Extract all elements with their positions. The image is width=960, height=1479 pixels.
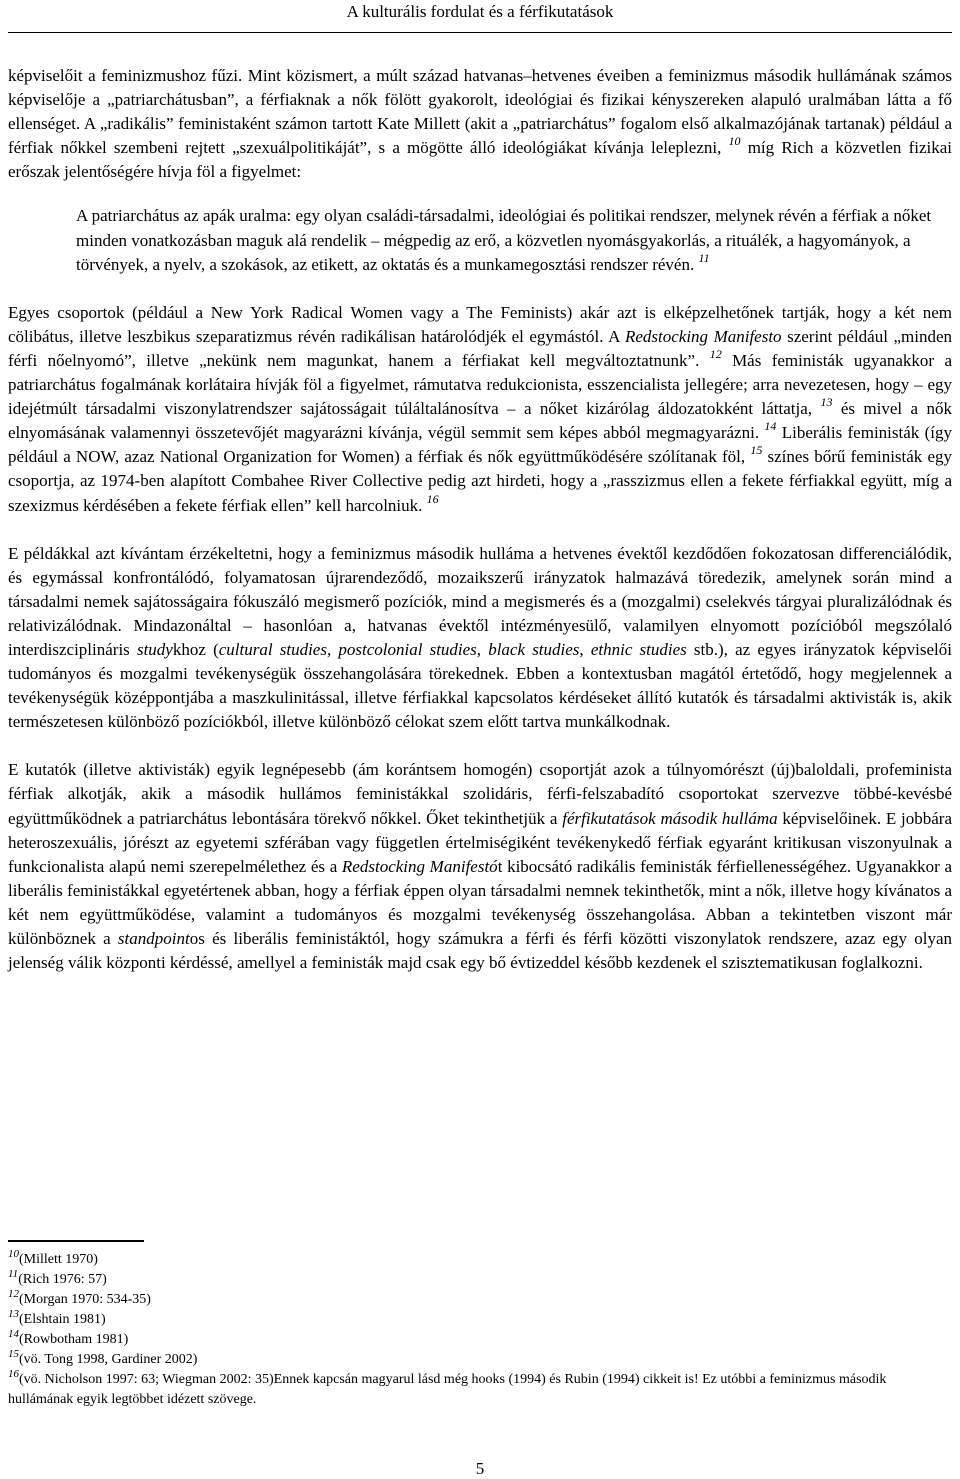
paragraph-4-italic-wave: férfikutatások második hulláma <box>562 808 778 828</box>
footnote-ref-16[interactable]: 16 <box>426 491 439 506</box>
footnote-ref-14[interactable]: 14 <box>764 419 777 434</box>
paragraph-4-text-c: t kibocsátó radikális feministák férfiellenességéhez. Ugyanakkor a liberális feministákkal egyetértenek abban, hogy a férfiak éppen olyan társadalmi nemnek tekinthetők, mint a nők, illetve hogy kívánatos a két nem együttműködése, valamint a tudományos és mozgalmi tevékenység összehangolása. Abban a tekintetben viszont már különböznek a <box>8 856 952 948</box>
paragraph-3-text-a: E példákkal azt kívántam érzékeltetni, hogy a feminizmus második hulláma a hetvenes évektől kezdődően fokozatosan differenciálódik, és egymással konfrontálódó, folyamatosan újrarendeződő, mozaikszerű irányzatok halmazává töredezik, amelynek során mind a társadalmi nemek sajátosságaira fókuszáló megismerő pozíciók, mind a megismerés és a (mozgalmi) cselekvés tárgyai pluralizálódnak és relativizálódnak. Mindazonáltal – hasonlóan a, hatvanas évektől intézményesülő, valamilyen elnyomott pozícióból megszólaló interdiszciplináris <box>8 543 952 659</box>
footnote-text: (vö. Tong 1998, Gardiner 2002) <box>19 1352 198 1367</box>
footnote-ref-15[interactable]: 15 <box>750 443 763 458</box>
paragraph-2-text-f: színes bőrű feministák egy csoportja, az 1974-ben alapított Combahee River Collective pedig azt hirdeti, hogy a „rasszizmus ellen a fekete férfiakkal együtt, míg a szexizmus kérdésében a fekete férfiak ellen” kell harcolniuk. <box>8 447 953 515</box>
paragraph-3-italic-studies: cultural studies, postcolonial studies, black studies, ethnic studies <box>218 639 687 659</box>
page-number: 5 <box>475 1459 485 1478</box>
paragraph-1-text-a: képviselőit a feminizmushoz fűzi. Mint közismert, a múlt század hatvanas–hetvenes éveiben a feminizmus második hullámának számos képviselője a „patriarchátusban”, a férfiaknak a nők fölött gyakorolt, ideológiai és fizikai kényszereken alapuló uralmában látta a fő ellenséget. A „radikális” feministaként számon tartott Kate Millett (akit a „patriarchátus” fogalom első alkalmazójának tartanak) például a férfiak nőkkel szembeni rejtett „szexuálpolitikáját”, s a mögötte álló ideológiákat kívánja leleplezni, <box>8 66 952 158</box>
footnotes <box>8 1250 952 1410</box>
footnote-number: 15 <box>8 1348 19 1360</box>
footnote-ref-10[interactable]: 10 <box>728 134 741 149</box>
footnote-15 <box>8 1350 952 1370</box>
footnote-text: (Rowbotham 1981) <box>19 1332 129 1347</box>
paragraph-2-text-c: Más feministák ugyanakkor a patriarchátus fogalmának korlátaira hívják föl a figyelmet, rámutatva redukcionista, esszencialista jellegére; arra nevezetesen, hogy – egy idejétmúlt társadalmi viszonylatrendszer sajátosságait túláltalánosítva – a nőket kizárólag áldozatokként láttatja, <box>8 350 952 419</box>
block-quote-text: A patriarchátus az apák uralma: egy olyan családi-társadalmi, ideológiai és politikai rendszer, melynek révén a férfiak a nőket minden vonatkozásban maguk alá rendelik – mégpedig az erő, a közvetlen nyomásgyakorlás, a rituálék, a hagyományok, a törvények, a nyelv, a szokások, az etikett, az oktatás és a munkamegosztási rendszer révén. <box>76 206 932 274</box>
footnote-12 <box>8 1290 952 1310</box>
footnote-text: (vö. Nicholson 1997: 63; Wiegman 2002: 35)Ennek kapcsán magyarul lásd még hooks (1994) és Rubin (1994) cikkeit is! Ez utóbbi a feminizmus második hullámának egyik legtöbbet idézett szövege. <box>8 1372 887 1407</box>
body-text <box>8 64 952 975</box>
paragraph-2-text-d: és mivel a nők elnyomásának valamennyi összetevőjét magyarázni kívánja, végül semmit sem képes abból megmagyarázni. <box>8 399 953 443</box>
footnote-text: (Millett 1970) <box>19 1252 98 1267</box>
paragraph-4-italic-manifesto: Redstocking Manifestó <box>341 856 498 876</box>
footnote-text: (Morgan 1970: 534-35) <box>19 1292 151 1307</box>
footnote-number: 16 <box>8 1368 19 1380</box>
footnote-ref-12[interactable]: 12 <box>709 346 722 361</box>
paragraph-3-italic-study: study <box>136 639 173 659</box>
footnote-text: (Rich 1976: 57) <box>18 1272 107 1287</box>
paragraph-3-text-c: stb.), az egyes irányzatok képviselői tudományos és mozgalmi tevékenységük összehangolására törekednek. Ebben a kontextusban magától értetődő, hogy megjelennek a tevékenységük középpontjába a maszkulinitással, illetve férfiakkal kapcsolatos kérdéseket állító kutatók és társadalmi aktivisták is, akik természetesen különböző pozíciókból, illetve különböző célokat szem előtt tartva munkálkodnak. <box>8 639 952 732</box>
header-rule <box>8 32 952 33</box>
footnote-14 <box>8 1330 952 1350</box>
footnote-11 <box>8 1270 952 1290</box>
paragraph-3-text-b: khoz ( <box>172 639 219 659</box>
footnote-16 <box>8 1370 952 1410</box>
paragraph-2 <box>8 301 952 518</box>
paragraph-4-text-d: os és liberális feministáktól, hogy számukra a férfi és férfi közötti viszonylatok rendszere, azaz egy olyan jelenség válik központi kérdéssé, amellyel a feministák majd csak egy bő évtizeddel később kezdenek el szisztematikusan foglalkozni. <box>8 929 953 973</box>
paragraph-4-italic-standpoint: standpoint <box>117 929 190 948</box>
paragraph-2-text-a: Egyes csoportok (például a New York Radical Women vagy a The Feminists) akár azt is elképzelhetőnek tartják, hogy a két nem cölibátus, illetve leszbikus szeparatizmus révén radikálisan határolódjék el egymástól. A <box>8 302 952 346</box>
paragraph-1-text-b: míg Rich a közvetlen fizikai erőszak jelentőségére hívja föl a figyelmet: <box>8 138 953 182</box>
paragraph-4-text-b: képviselőinek. E jobbára heteroszexuális, jórészt az egyetemi szférában vagy független értelmiségiként tevékenykedő férfiak egyaránt kritikusan viszonyulnak a funkcionalista alapú nemi szerepelmélethez és a <box>8 808 952 876</box>
footnote-number: 13 <box>8 1308 19 1320</box>
running-title: A kulturális fordulat és a férfikutatások <box>346 2 614 21</box>
footnote-number: 14 <box>8 1328 19 1340</box>
paragraph-2-text-b: szerint például „minden férfi nőelnyomó”, illetve „nekünk nem magunkat, hanem a férfiakat kell megváltoztatnunk”. <box>8 326 953 370</box>
footnote-10 <box>8 1250 952 1270</box>
footnote-number: 11 <box>8 1268 19 1280</box>
footnote-text: (Elshtain 1981) <box>19 1312 106 1327</box>
paragraph-4-text-a: E kutatók (illetve aktivisták) egyik legnépesebb (ám korántsem homogén) csoportját azok a túlnyomórészt (új)baloldali, profeminista férfiak alkotják, akik a második hullámos feministákkal szolidáris, férfi-felszabadító csoportokat szervezve többé-kevésbé együttműködnek a patriarchátus lebontására törekvő nőkkel. Őket tekinthetjük a <box>8 760 952 828</box>
footnote-number: 12 <box>8 1288 19 1300</box>
footnote-ref-11[interactable]: 11 <box>698 250 710 265</box>
paragraph-2-text-e: Liberális feministák (így például a NOW, azaz National Organization for Women) a férfiak és nők együttműködésére szólítanak föl, <box>8 423 952 467</box>
paragraph-1 <box>8 64 952 184</box>
footnote-ref-13[interactable]: 13 <box>820 395 833 410</box>
block-quote <box>76 204 952 276</box>
footnote-number: 10 <box>8 1248 19 1260</box>
footnote-13 <box>8 1310 952 1330</box>
paragraph-4 <box>8 758 952 975</box>
paragraph-2-italic-title: Redstocking Manifesto <box>624 326 782 346</box>
footnote-separator <box>8 1240 144 1242</box>
paragraph-3 <box>8 542 952 735</box>
